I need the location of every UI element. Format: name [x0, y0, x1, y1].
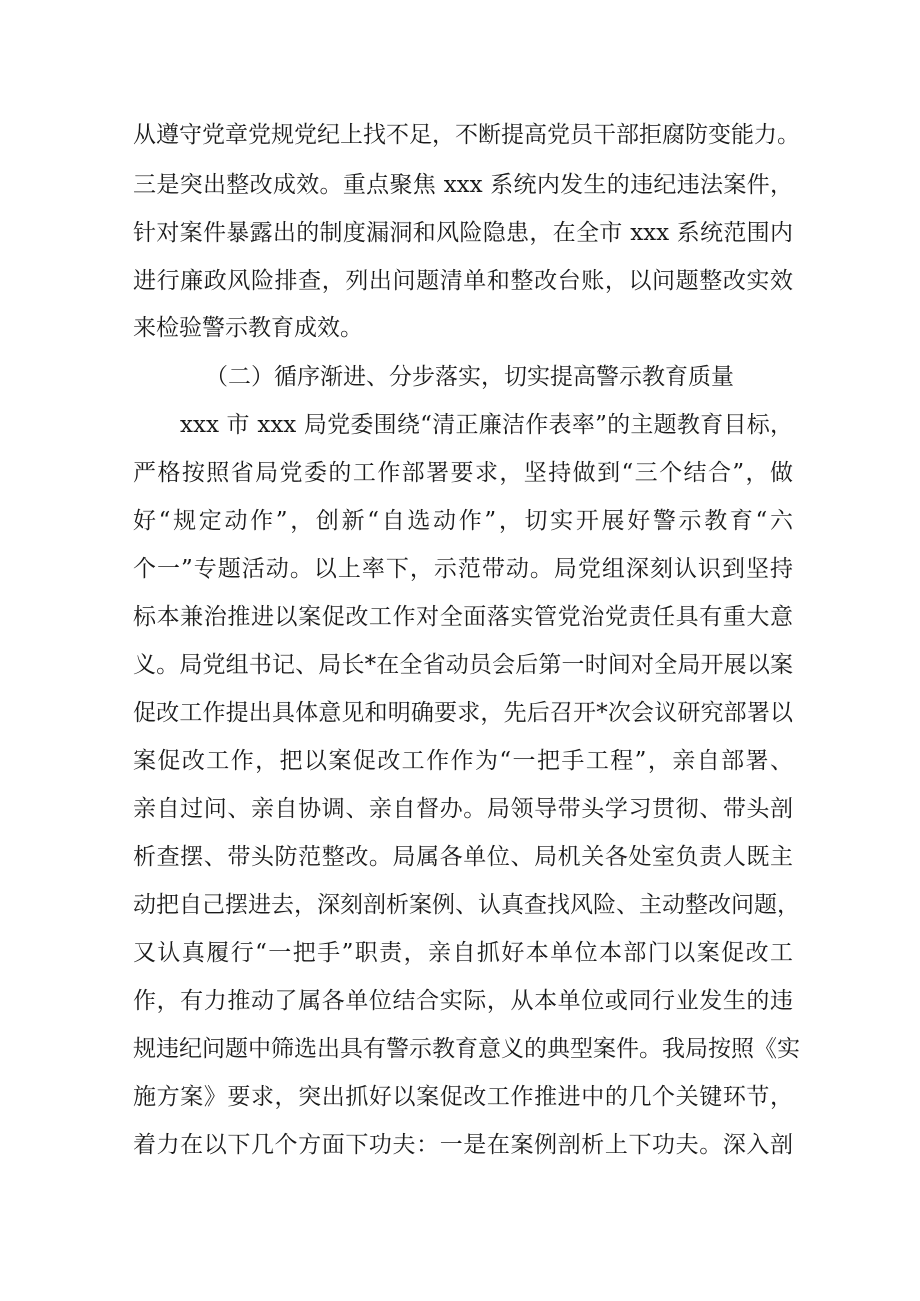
paragraph-2-line-13: 作，有力推动了属各单位结合实际，从本单位或同行业发生的违: [133, 988, 793, 1014]
paragraph-2-line-2: 严格按照省局党委的工作部署要求，坚持做到“三个结合”，做: [133, 460, 793, 486]
paragraph-1-line-1: 从遵守党章党规党纪上找不足，不断提高党员干部拒腐防变能力。: [133, 122, 800, 148]
paragraph-2-line-14: 规违纪问题中筛选出具有警示教育意义的典型案件。我局按照《实: [133, 1036, 800, 1062]
section-heading: （二）循序渐进、分步落实，切实提高警示教育质量: [205, 364, 734, 390]
paragraph-1-line-5: 来检验警示教育成效。: [133, 315, 363, 341]
paragraph-2-line-11: 动把自己摆进去，深刻剖析案例、认真查找风险、主动整改问题，: [133, 892, 800, 918]
paragraph-1-line-4: 进行廉政风险排查，列出问题清单和整改台账，以问题整改实效: [133, 268, 793, 294]
paragraph-2-line-10: 析查摆、带头防范整改。局属各单位、局机关各处室负责人既主: [133, 844, 793, 870]
paragraph-2-line-9: 亲自过问、亲自协调、亲自督办。局领导带头学习贯彻、带头剖: [133, 796, 793, 822]
paragraph-2-line-12: 又认真履行“一把手”职责，亲自抓好本单位本部门以案促改工: [133, 940, 793, 966]
paragraph-1-line-3: 针对案件暴露出的制度漏洞和风险隐患，在全市 xxx 系统范围内: [133, 220, 793, 246]
paragraph-2-line-5: 标本兼治推进以案促改工作对全面落实管党治党责任具有重大意: [133, 604, 793, 630]
paragraph-2-line-6: 义。局党组书记、局长*在全省动员会后第一时间对全局开展以案: [133, 652, 793, 678]
paragraph-1-line-2: 三是突出整改成效。重点聚焦 xxx 系统内发生的违纪违法案件，: [133, 172, 793, 198]
paragraph-2-line-15: 施方案》要求，突出抓好以案促改工作推进中的几个关键环节，: [133, 1084, 793, 1110]
paragraph-2-line-1: xxx 市 xxx 局党委围绕“清正廉洁作表率”的主题教育目标，: [180, 412, 793, 438]
paragraph-2-line-8: 案促改工作，把以案促改工作作为“一把手工程”，亲自部署、: [133, 748, 793, 774]
paragraph-2-line-16: 着力在以下几个方面下功夫：一是在案例剖析上下功夫。深入剖: [133, 1132, 793, 1158]
paragraph-2-line-7: 促改工作提出具体意见和明确要求，先后召开*次会议研究部署以: [133, 700, 793, 726]
paragraph-2-line-4: 个一”专题活动。以上率下，示范带动。局党组深刻认识到坚持: [133, 556, 793, 582]
paragraph-2-line-3: 好“规定动作”，创新“自选动作”，切实开展好警示教育“六: [133, 508, 793, 534]
